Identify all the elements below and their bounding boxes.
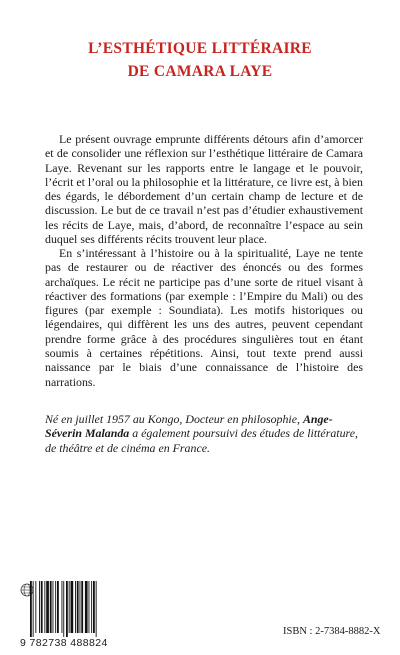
author-bio-text-end: a également poursuivi des études de littérature, de théâtre et de cinéma en France. <box>45 426 358 455</box>
barcode-bar <box>75 581 76 633</box>
barcode-bar <box>71 581 74 633</box>
barcode-bar <box>46 581 49 633</box>
barcode <box>30 581 122 637</box>
summary-paragraph-1: Le présent ouvrage emprunte différents détours afin d’amorcer et de consolider une réflexion sur l’esthétique littéraire de Camara Laye. Revenant sur les rapports entre le langage et le pouvoir, l’écrit et l’oral ou la philosophie et la littérature, ce livre est, à bien des égards, le débordement d’un certain champ de lecture et de discussion. Le but de ce travail n’est pas d’étudier exhaustivement les récits de Laye, mais, d’abord, de reconnaître l’espace au sein duquel ses différents récits trouvent leur place. <box>45 132 363 247</box>
barcode-bar <box>69 581 70 633</box>
author-bio-text: Né en juillet 1957 au Kongo, Docteur en philosophie, <box>45 412 303 426</box>
barcode-bar <box>57 581 59 633</box>
author-bio <box>45 412 363 455</box>
book-title-line-2: DE CAMARA LAYE <box>127 63 273 80</box>
barcode-bar <box>89 581 90 633</box>
barcode-bar <box>81 581 83 633</box>
barcode-bar <box>44 581 45 633</box>
barcode-bar <box>85 581 88 633</box>
barcode-bar <box>62 581 63 633</box>
barcode-bar <box>77 581 79 633</box>
book-title-line-1: L’ESTHÉTIQUE LITTÉRAIRE <box>88 40 312 57</box>
barcode-bar <box>66 581 68 637</box>
barcode-bar <box>55 581 56 633</box>
barcode-bar <box>33 581 34 637</box>
barcode-bar <box>39 581 40 633</box>
barcode-area <box>20 555 120 649</box>
barcode-bar <box>41 581 43 633</box>
barcode-bar <box>50 581 52 633</box>
barcode-bar <box>30 581 32 637</box>
barcode-bar <box>96 581 97 637</box>
barcode-bar <box>91 581 92 633</box>
isbn: ISBN : 2-7384-8882-X <box>283 626 381 637</box>
barcode-bar <box>80 581 81 633</box>
summary-paragraph-2: En s’intéressant à l’histoire ou à la spiritualité, Laye ne tente pas de restaurer ou de réactiver des énoncés ou des formes archaïques. Le récit ne participe pas d’une sorte de rituel visant à réactiver des formations (par exemple : l’Empire du Mali) ou des figures (par exemple : Soundiata). Les motifs historiques ou légendaires, qui diffèrent les uns des autres, peuvent cependant prendre forme grâce à des procédures singulières tout en étant soumis à certaines répétitions. Ainsi, tout texte prend aussi naissance par le biais d’une connaissance de l’histoire des narrations. <box>45 246 363 389</box>
barcode-number: 9 782738 488824 <box>20 637 108 649</box>
author-name: Ange-Séverin Malanda <box>45 412 333 441</box>
barcode-bar <box>53 581 54 633</box>
barcode-bar <box>63 581 64 637</box>
barcode-bar <box>93 581 95 633</box>
barcode-bar <box>35 581 36 633</box>
